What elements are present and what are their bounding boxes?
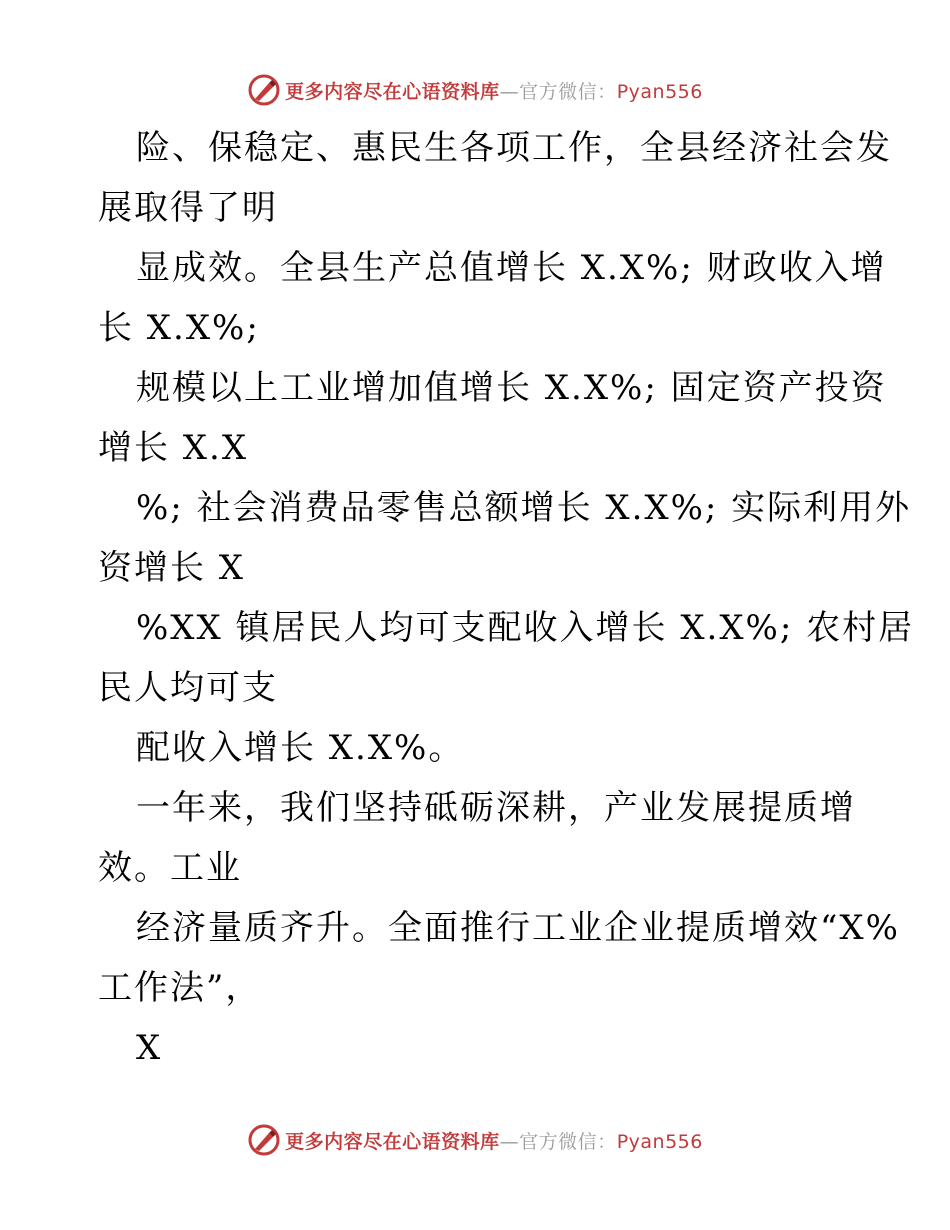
text-line: X: [136, 1028, 163, 1068]
text-line: 长 X.X%;: [98, 308, 260, 348]
document-body: [98, 118, 915, 1078]
watermark-text: 更多内容尽在心语资料库—官方微信：Pyan556: [285, 1130, 703, 1153]
text-line: 民人均可支: [98, 668, 278, 708]
text-line: 配收入增长 X.X%。: [136, 728, 465, 768]
text-line: 一年来，我们坚持砥砺深耕，产业发展提质增: [136, 788, 856, 828]
pen-logo-icon: [247, 1123, 281, 1157]
text-line: 险、保稳定、惠民生各项工作，全县经济社会发: [136, 128, 892, 168]
text-line: 效。工业: [98, 848, 242, 888]
header-watermark: [0, 70, 950, 110]
text-line: 工作法”，: [98, 968, 262, 1008]
text-line: 增长 X.X: [98, 428, 249, 468]
text-line: 资增长 X: [98, 548, 246, 588]
watermark-text: 更多内容尽在心语资料库—官方微信：Pyan556: [285, 80, 703, 103]
text-line: 经济量质齐升。全面推行工业企业提质增效“X%: [136, 908, 900, 948]
text-line: 显成效。全县生产总值增长 X.X%; 财政收入增: [136, 248, 887, 288]
text-line: %XX 镇居民人均可支配收入增长 X.X%; 农村居: [136, 608, 915, 648]
text-line: 展取得了明: [98, 188, 278, 228]
text-line: 规模以上工业增加值增长 X.X%; 固定资产投资: [136, 368, 887, 408]
text-line: %; 社会消费品零售总额增长 X.X%; 实际利用外: [136, 488, 912, 528]
pen-logo-icon: [247, 73, 281, 107]
footer-watermark: [0, 1120, 950, 1160]
